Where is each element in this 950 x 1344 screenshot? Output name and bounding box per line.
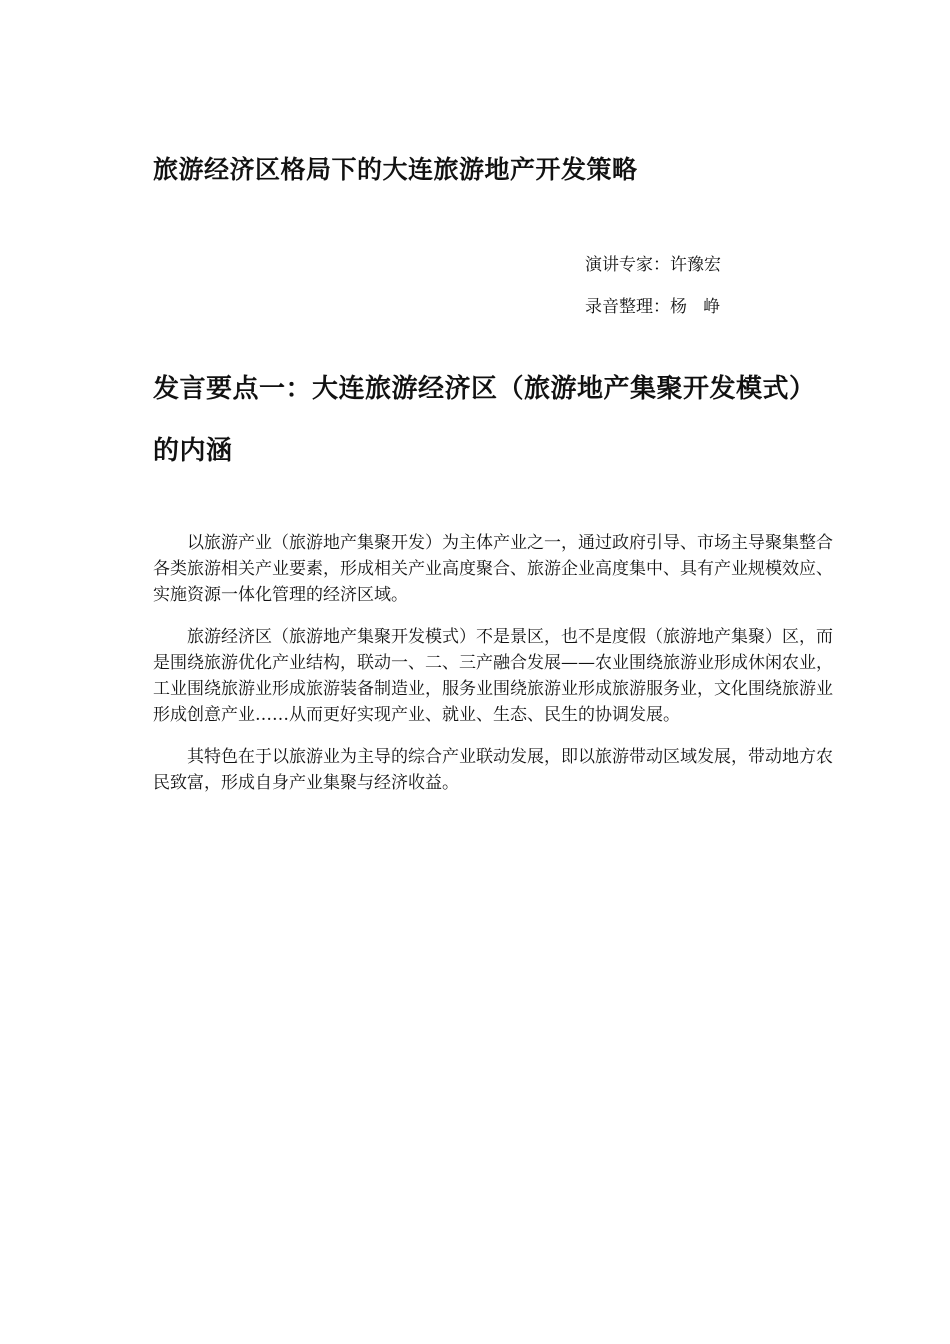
paragraph-3: 其特色在于以旅游业为主导的综合产业联动发展，即以旅游带动区域发展，带动地方农民致富，形成自身产业集聚与经济收益。 (153, 747, 833, 793)
document-title: 旅游经济区格局下的大连旅游地产开发策略 (153, 155, 638, 184)
paragraph-1: 以旅游产业（旅游地产集聚开发）为主体产业之一，通过政府引导、市场主导聚集整合各类旅游相关产业要素，形成相关产业高度聚合、旅游企业高度集中、具有产业规模效应、实施资源一体化管理的经济区域。 (153, 533, 833, 605)
section-heading: 发言要点一：大连旅游经济区（旅游地产集聚开发模式）的内涵 (153, 374, 816, 466)
paragraph-2: 旅游经济区（旅游地产集聚开发模式）不是景区，也不是度假（旅游地产集聚）区，而是围绕旅游优化产业结构，联动一、二、三产融合发展——农业围绕旅游业形成休闲农业，工业围绕旅游业形成旅游装备制造业，服务业围绕旅游业形成旅游服务业，文化围绕旅游业形成创意产业……从而更好实现产业、就业、生态、民生的协调发展。 (153, 627, 833, 725)
speaker-byline: 演讲专家：许豫宏 (585, 255, 721, 275)
body-text (153, 530, 833, 812)
recorder-byline: 录音整理：杨 峥 (585, 297, 721, 317)
